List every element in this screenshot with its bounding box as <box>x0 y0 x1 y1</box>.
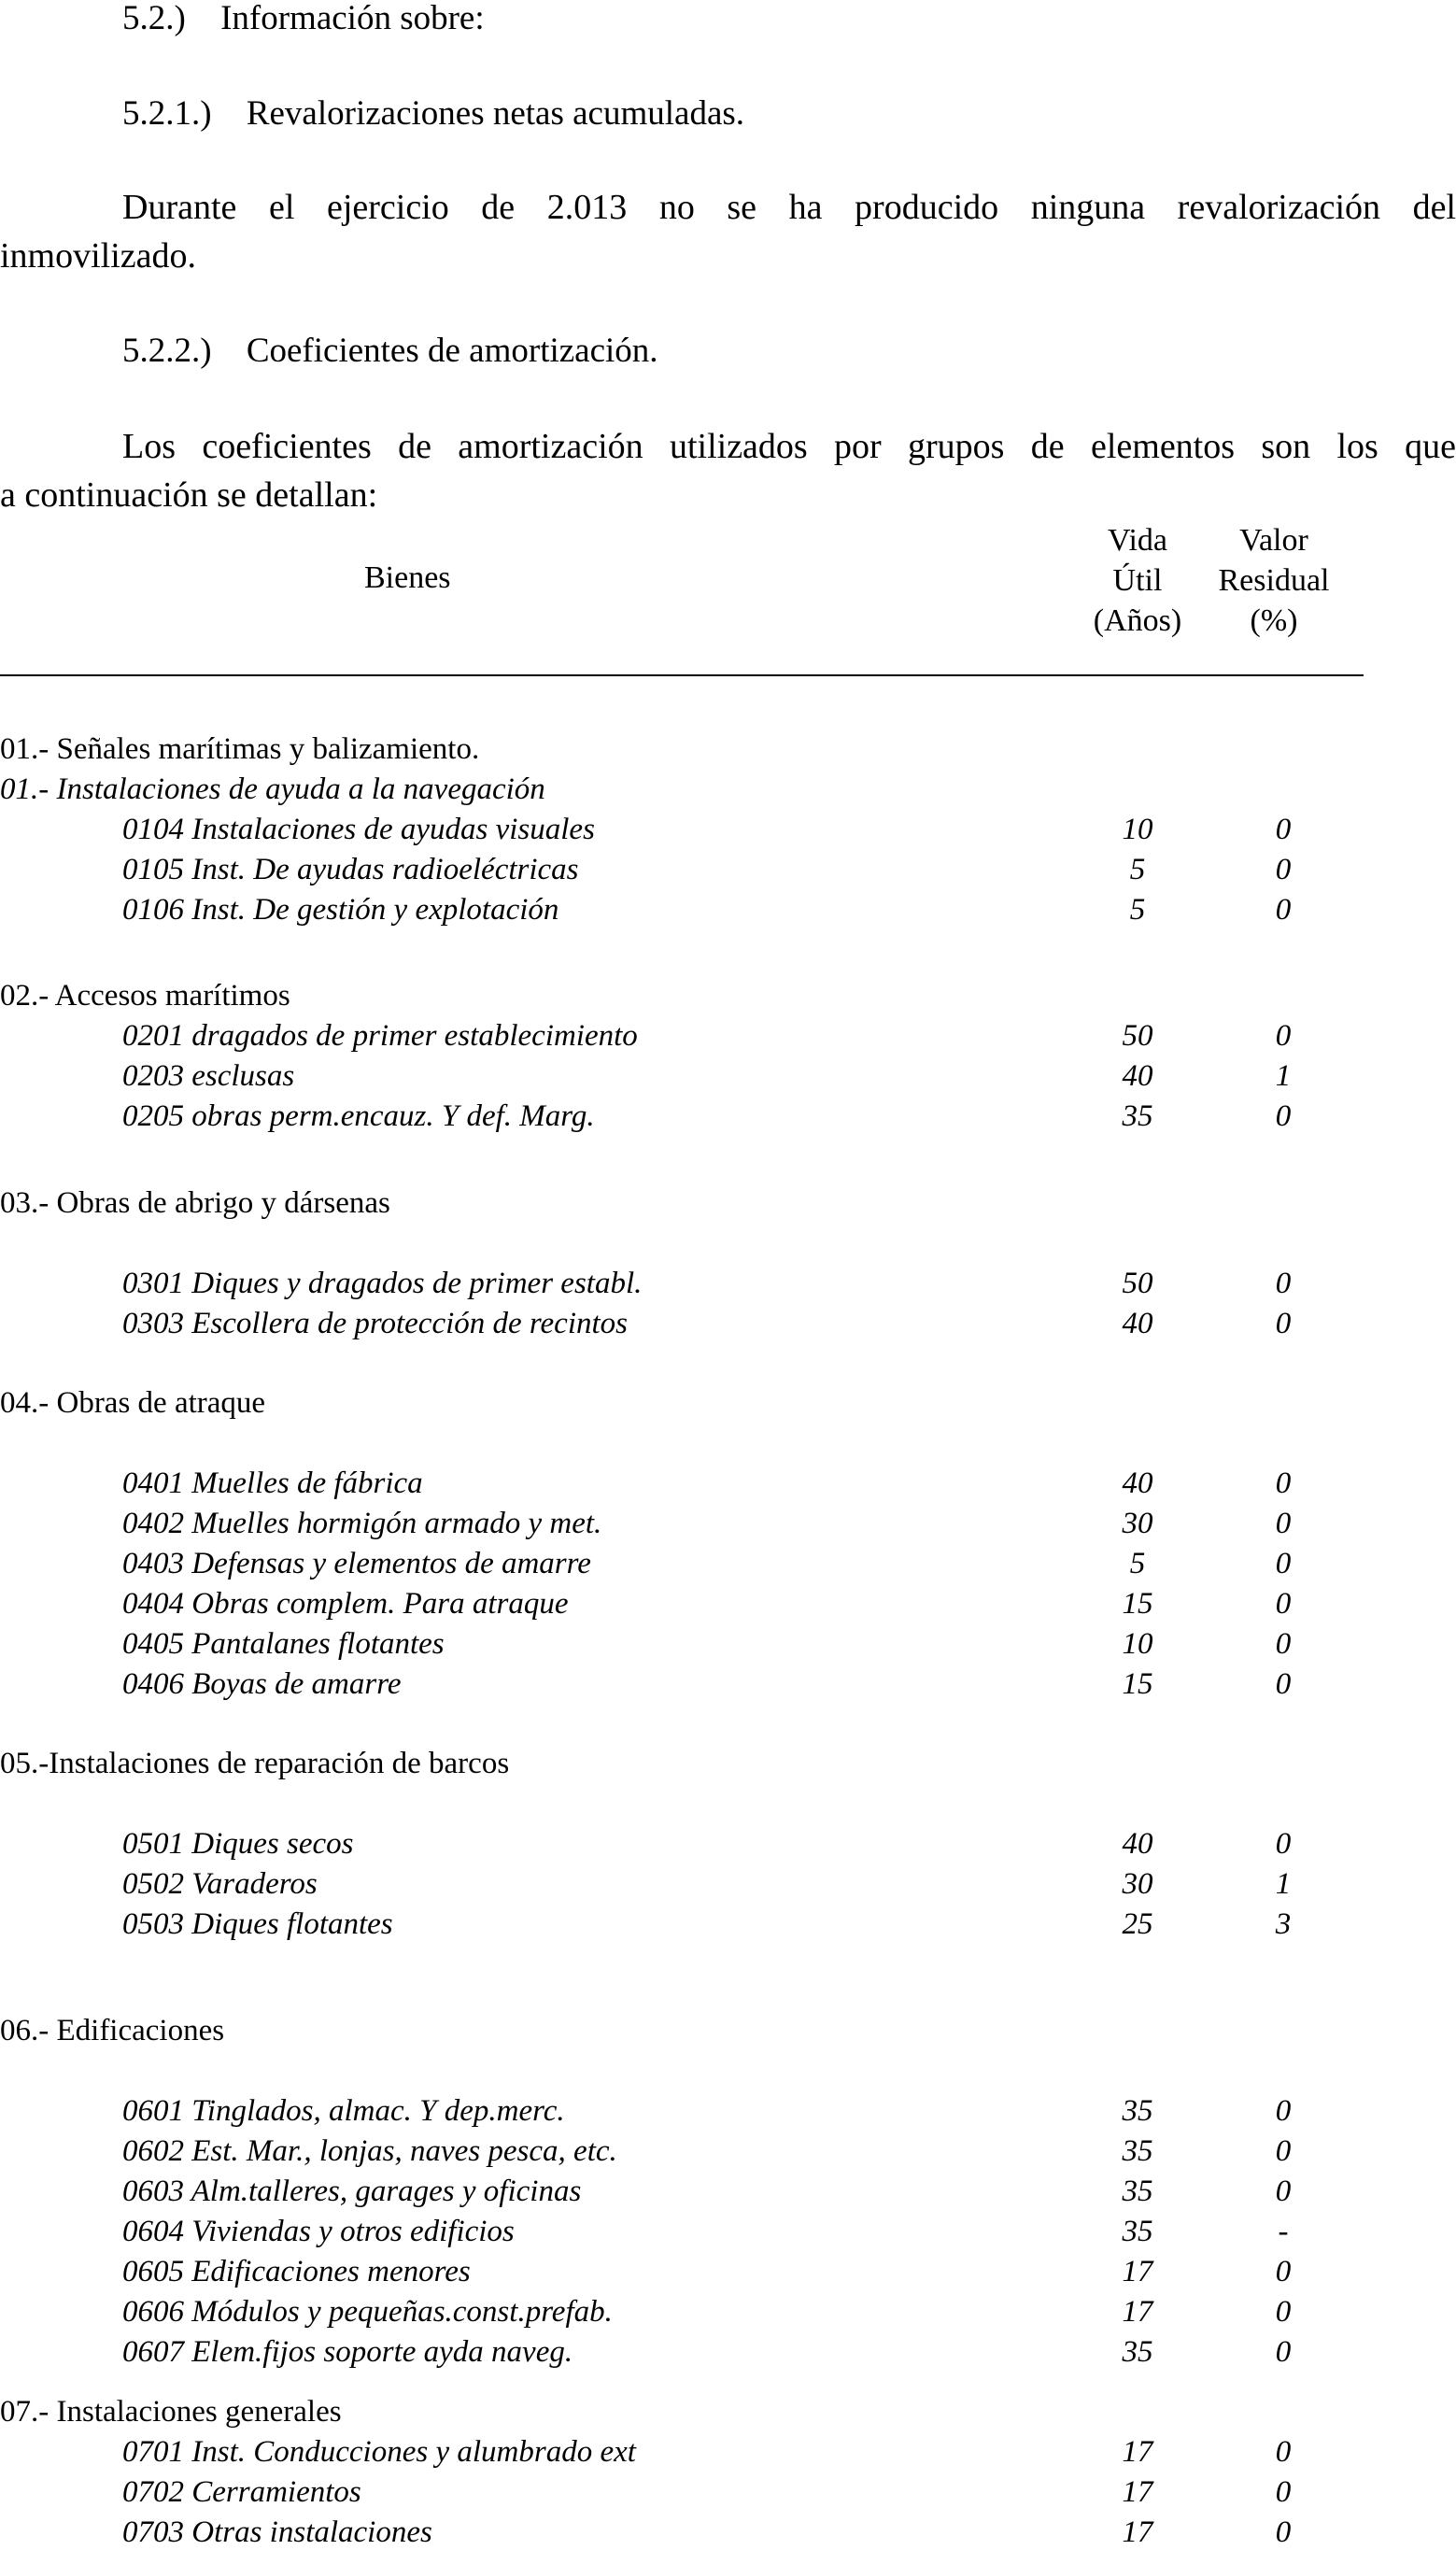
vida-util-value: 17 <box>1122 2295 1153 2329</box>
valor-residual-value: 0 <box>1275 1307 1292 1340</box>
heading-number: 5.2.2.) <box>122 332 212 370</box>
valor-residual-value: 0 <box>1275 1667 1292 1701</box>
table-row-label: 0604 Viviendas y otros edificios <box>122 2215 515 2248</box>
table-row-label: 0201 dragados de primer establecimiento <box>122 1019 638 1053</box>
heading-text: Coeficientes de amortización. <box>246 332 658 370</box>
table-row-label: 0406 Boyas de amarre <box>122 1667 402 1701</box>
table-row-label: 0601 Tinglados, almac. Y dep.merc. <box>122 2094 565 2128</box>
heading-text: Información sobre: <box>220 0 485 37</box>
paragraph-line: inmovilizado. <box>0 236 197 276</box>
vida-util-value: 35 <box>1122 1099 1153 1133</box>
table-row-label: 0104 Instalaciones de ayudas visuales <box>122 813 595 846</box>
vida-util-value: 35 <box>1122 2094 1153 2128</box>
heading-5-2-2 <box>122 331 658 371</box>
vida-util-value: 17 <box>1122 2475 1153 2509</box>
vida-util-value: 15 <box>1122 1667 1153 1701</box>
section-title: 05.-Instalaciones de reparación de barcos <box>0 1747 510 1780</box>
table-row-label: 0502 Varaderos <box>122 1867 318 1901</box>
valor-residual-value: 0 <box>1275 1507 1292 1540</box>
vida-util-value: 15 <box>1122 1587 1153 1621</box>
valor-residual-value: 0 <box>1275 2515 1292 2549</box>
vida-util-value: 40 <box>1122 1307 1153 1340</box>
vida-util-value: 25 <box>1122 1907 1153 1941</box>
valor-residual-value: 0 <box>1275 2134 1292 2168</box>
table-row-label: 0205 obras perm.encauz. Y def. Marg. <box>122 1099 595 1133</box>
valor-residual-value: 0 <box>1275 853 1292 886</box>
table-row-label: 0404 Obras complem. Para atraque <box>122 1587 569 1621</box>
valor-residual-value: 0 <box>1275 1466 1292 1500</box>
vida-util-value: 30 <box>1122 1867 1153 1901</box>
vida-util-value: 50 <box>1122 1019 1153 1053</box>
valor-residual-value: 3 <box>1275 1907 1292 1941</box>
table-row-label: 0606 Módulos y pequeñas.const.prefab. <box>122 2295 613 2329</box>
table-row-label: 0607 Elem.fijos soporte ayda naveg. <box>122 2335 573 2369</box>
valor-residual-value: 0 <box>1275 1587 1292 1621</box>
valor-residual-value: 0 <box>1275 2295 1292 2329</box>
valor-residual-value: 0 <box>1275 2094 1292 2128</box>
heading-number: 5.2.) <box>122 0 186 37</box>
heading-5-2 <box>122 0 485 38</box>
vida-util-value: 5 <box>1129 853 1146 886</box>
paragraph-line: Durante el ejercicio de 2.013 no se ha producido ninguna revalorización del <box>122 188 1456 227</box>
section-title: 04.- Obras de atraque <box>0 1386 266 1420</box>
valor-residual-value: 0 <box>1275 893 1292 927</box>
table-row-label: 0301 Diques y dragados de primer establ. <box>122 1267 643 1300</box>
vida-util-value: 35 <box>1122 2175 1153 2208</box>
valor-residual-value: 0 <box>1275 1627 1292 1661</box>
section-title: 06.- Edificaciones <box>0 2014 225 2047</box>
vida-util-value: 35 <box>1122 2335 1153 2369</box>
column-header-valor-residual: Valor Residual (%) <box>1218 523 1330 638</box>
section-title: 01.- Señales marítimas y balizamiento. <box>0 732 480 766</box>
table-row-label: 0602 Est. Mar., lonjas, naves pesca, etc. <box>122 2134 617 2168</box>
vida-util-value: 40 <box>1122 1827 1153 1861</box>
table-row-label: 0501 Diques secos <box>122 1827 354 1861</box>
vida-util-value: 17 <box>1122 2515 1153 2549</box>
table-row-label: 0702 Cerramientos <box>122 2475 361 2509</box>
valor-residual-value: - <box>1278 2215 1289 2248</box>
valor-residual-value: 0 <box>1275 2435 1292 2469</box>
paragraph-line: Los coeficientes de amortización utilizados por grupos de elementos son los que <box>122 427 1456 466</box>
valor-residual-value: 0 <box>1275 1827 1292 1861</box>
section-title: 07.- Instalaciones generales <box>0 2395 342 2429</box>
valor-residual-value: 0 <box>1275 2335 1292 2369</box>
vida-util-value: 30 <box>1122 1507 1153 1540</box>
valor-residual-value: 0 <box>1275 2255 1292 2288</box>
section-title: 03.- Obras de abrigo y dársenas <box>0 1186 390 1220</box>
table-row-label: 0303 Escollera de protección de recintos <box>122 1307 629 1340</box>
heading-number: 5.2.1.) <box>122 94 212 133</box>
vida-util-value: 5 <box>1129 893 1146 927</box>
table-row-label: 0106 Inst. De gestión y explotación <box>122 893 559 927</box>
table-row-label: 0703 Otras instalaciones <box>122 2515 432 2549</box>
column-header-vida-util: Vida Útil (Años) <box>1093 523 1182 638</box>
heading-5-2-1 <box>122 93 744 134</box>
section-title: 02.- Accesos marítimos <box>0 979 290 1013</box>
valor-residual-value: 0 <box>1275 2175 1292 2208</box>
header-divider <box>0 674 1364 676</box>
vida-util-value: 35 <box>1122 2134 1153 2168</box>
table-row-label: 0401 Muelles de fábrica <box>122 1466 423 1500</box>
column-header-bienes: Bienes <box>364 560 451 595</box>
valor-residual-value: 0 <box>1275 1019 1292 1053</box>
table-row-label: 0503 Diques flotantes <box>122 1907 393 1941</box>
table-row-label: 0603 Alm.talleres, garages y oficinas <box>122 2175 582 2208</box>
table-row-label: 0605 Edificaciones menores <box>122 2255 471 2288</box>
vida-util-value: 10 <box>1122 1627 1153 1661</box>
vida-util-value: 40 <box>1122 1059 1153 1093</box>
vida-util-value: 5 <box>1129 1547 1146 1580</box>
table-row-label: 0405 Pantalanes flotantes <box>122 1627 445 1661</box>
valor-residual-value: 0 <box>1275 1547 1292 1580</box>
vida-util-value: 17 <box>1122 2255 1153 2288</box>
valor-residual-value: 0 <box>1275 1267 1292 1300</box>
valor-residual-value: 1 <box>1275 1867 1292 1901</box>
vida-util-value: 40 <box>1122 1466 1153 1500</box>
table-row-label: 0203 esclusas <box>122 1059 295 1093</box>
table-row-label: 0701 Inst. Conducciones y alumbrado ext <box>122 2435 636 2469</box>
heading-text: Revalorizaciones netas acumuladas. <box>246 94 745 133</box>
valor-residual-value: 0 <box>1275 1099 1292 1133</box>
table-row-label: 0105 Inst. De ayudas radioeléctricas <box>122 853 579 886</box>
vida-util-value: 50 <box>1122 1267 1153 1300</box>
vida-util-value: 17 <box>1122 2435 1153 2469</box>
valor-residual-value: 0 <box>1275 2475 1292 2509</box>
table-row-label: 0402 Muelles hormigón armado y met. <box>122 1507 602 1540</box>
paragraph-line: a continuación se detallan: <box>0 475 378 515</box>
valor-residual-value: 0 <box>1275 813 1292 846</box>
vida-util-value: 10 <box>1122 813 1153 846</box>
valor-residual-value: 1 <box>1275 1059 1292 1093</box>
vida-util-value: 35 <box>1122 2215 1153 2248</box>
section-subtitle: 01.- Instalaciones de ayuda a la navegación <box>0 772 545 806</box>
table-row-label: 0403 Defensas y elementos de amarre <box>122 1547 591 1580</box>
